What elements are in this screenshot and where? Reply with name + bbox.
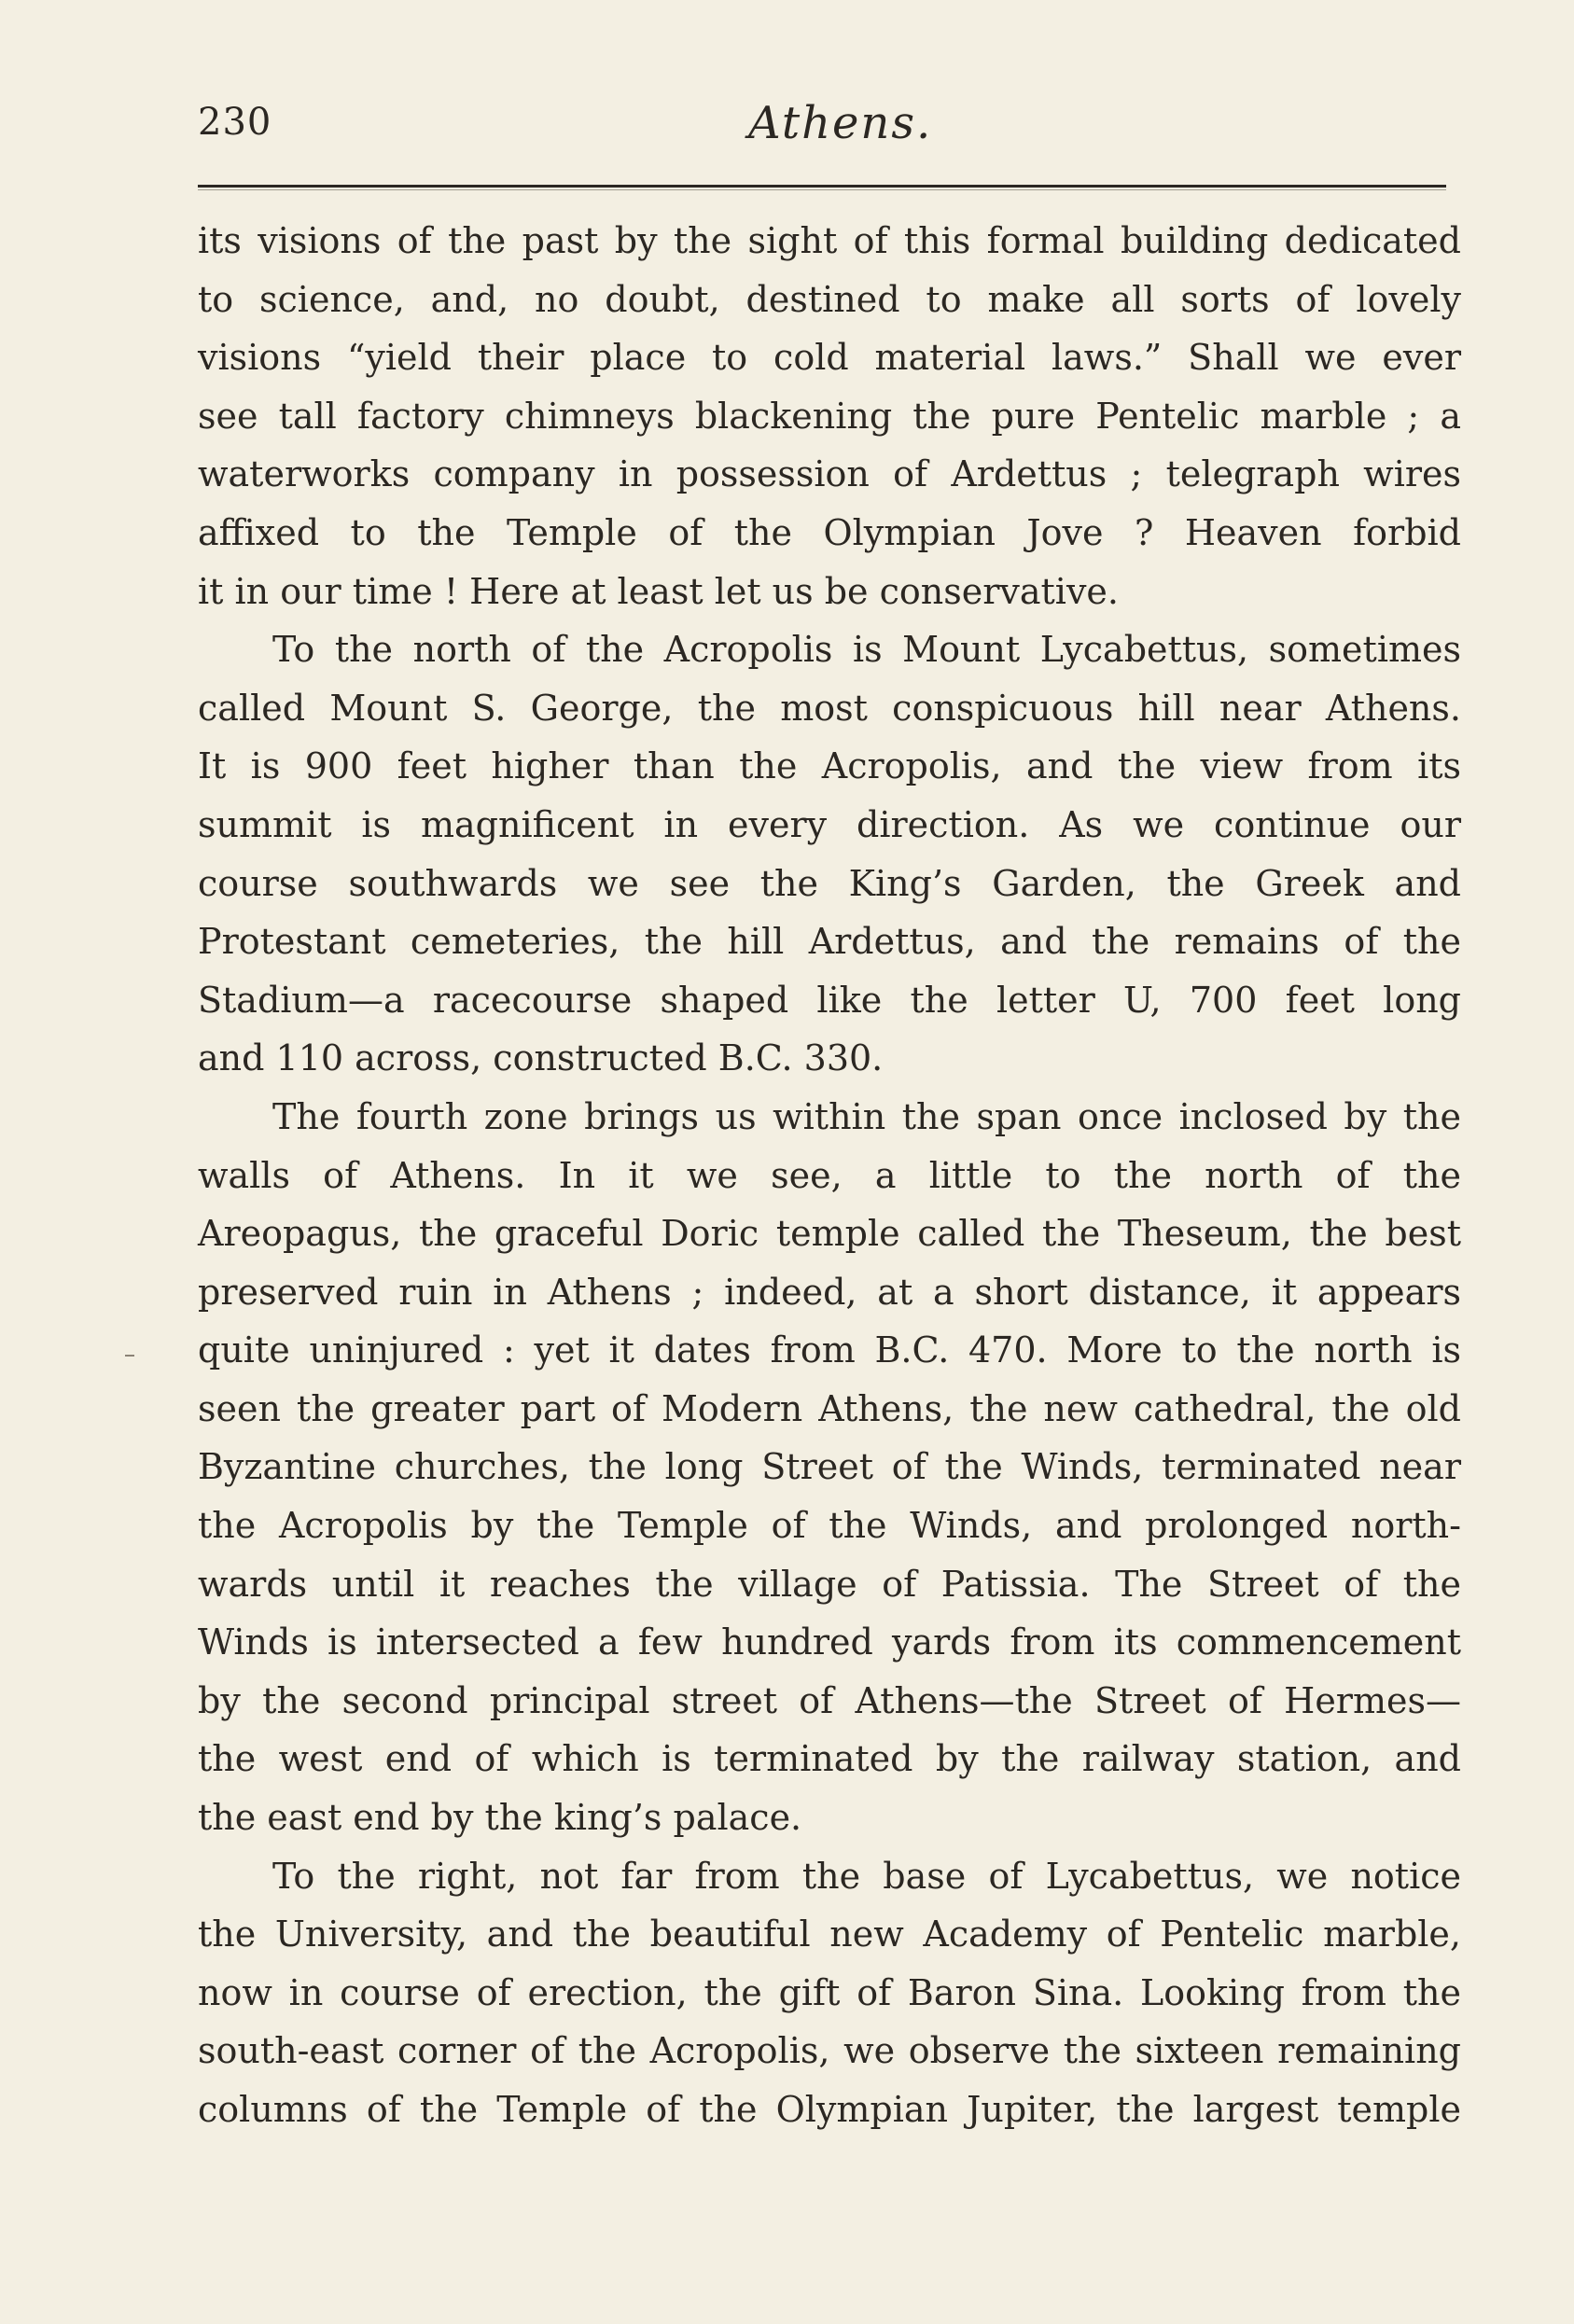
text-line: columns of the Temple of the Olympian Jupiter, the largest temple — [198, 2089, 1461, 2130]
text-line: the University, and the beautiful new Academy of Pentelic marble, — [198, 1913, 1461, 1955]
text-line: Areopagus, the graceful Doric temple called the Theseum, the best — [198, 1213, 1461, 1255]
text-line: to science, and, no doubt, destined to make all sorts of lovely — [198, 278, 1461, 320]
text-line: and 110 across, constructed B.C. 330. — [198, 1037, 884, 1079]
text-line: seen the greater part of Modern Athens, the new cathedral, the old — [198, 1387, 1461, 1429]
text-line: south-east corner of the Acropolis, we observe the sixteen remaining — [198, 2030, 1461, 2072]
paragraph-1 — [198, 212, 1461, 620]
text-line: summit is magnificent in every direction. As we continue our — [198, 803, 1461, 845]
body-text — [198, 212, 1461, 2139]
text-line: by the second principal street of Athens—the Street of Hermes— — [198, 1679, 1461, 1721]
text-line: called Mount S. George, the most conspicuous hill near Athens. — [198, 687, 1461, 729]
text-line: Byzantine churches, the long Street of the Winds, terminated near — [198, 1446, 1461, 1488]
text-line: walls of Athens. In it we see, a little to the north of the — [198, 1154, 1461, 1196]
header-rule-shadow — [198, 189, 1446, 190]
text-line: To the right, not far from the base of Lycabettus, we notice — [272, 1855, 1461, 1897]
header-rule — [198, 185, 1446, 188]
text-line: the west end of which is terminated by the railway station, and — [198, 1738, 1461, 1780]
text-line: preserved ruin in Athens ; indeed, at a short distance, it appears — [198, 1271, 1461, 1313]
text-line: waterworks company in possession of Ardettus ; telegraph wires — [198, 453, 1461, 495]
text-line: visions “yield their place to cold material laws.” Shall we ever — [198, 337, 1461, 379]
text-line: wards until it reaches the village of Patissia. The Street of the — [198, 1563, 1461, 1605]
text-line: course southwards we see the King’s Garden, the Greek and — [198, 862, 1461, 904]
text-line: The fourth zone brings us within the span once inclosed by the — [272, 1095, 1461, 1137]
text-line: the east end by the king’s palace. — [198, 1797, 802, 1839]
text-line: Winds is intersected a few hundred yards from its commencement — [198, 1621, 1461, 1663]
running-title: Athens. — [748, 97, 933, 149]
text-line: It is 900 feet higher than the Acropolis, and the view from its — [198, 745, 1461, 787]
paragraph-3 — [198, 1088, 1461, 1847]
text-line: its visions of the past by the sight of this formal building dedicated — [198, 220, 1461, 261]
paragraph-2 — [198, 620, 1461, 1088]
text-line: To the north of the Acropolis is Mount Lycabettus, sometimes — [272, 629, 1461, 671]
text-line: affixed to the Temple of the Olympian Jove ? Heaven forbid — [198, 511, 1461, 553]
text-line: Protestant cemeteries, the hill Ardettus, and the remains of the — [198, 921, 1461, 963]
paragraph-4 — [198, 1847, 1461, 2139]
text-line: the Acropolis by the Temple of the Winds, and prolonged north- — [198, 1505, 1461, 1547]
text-line: Stadium—a racecourse shaped like the letter U, 700 feet long — [198, 979, 1461, 1021]
text-line: it in our time ! Here at least let us be conservative. — [198, 570, 1119, 612]
text-line: now in course of erection, the gift of Baron Sina. Looking from the — [198, 1971, 1461, 2013]
page-number: 230 — [198, 101, 272, 144]
margin-mark — [125, 1355, 134, 1357]
text-line: see tall factory chimneys blackening the pure Pentelic marble ; a — [198, 395, 1461, 437]
text-line: quite uninjured : yet it dates from B.C. 470. More to the north is — [198, 1329, 1461, 1371]
running-head — [198, 97, 1457, 166]
